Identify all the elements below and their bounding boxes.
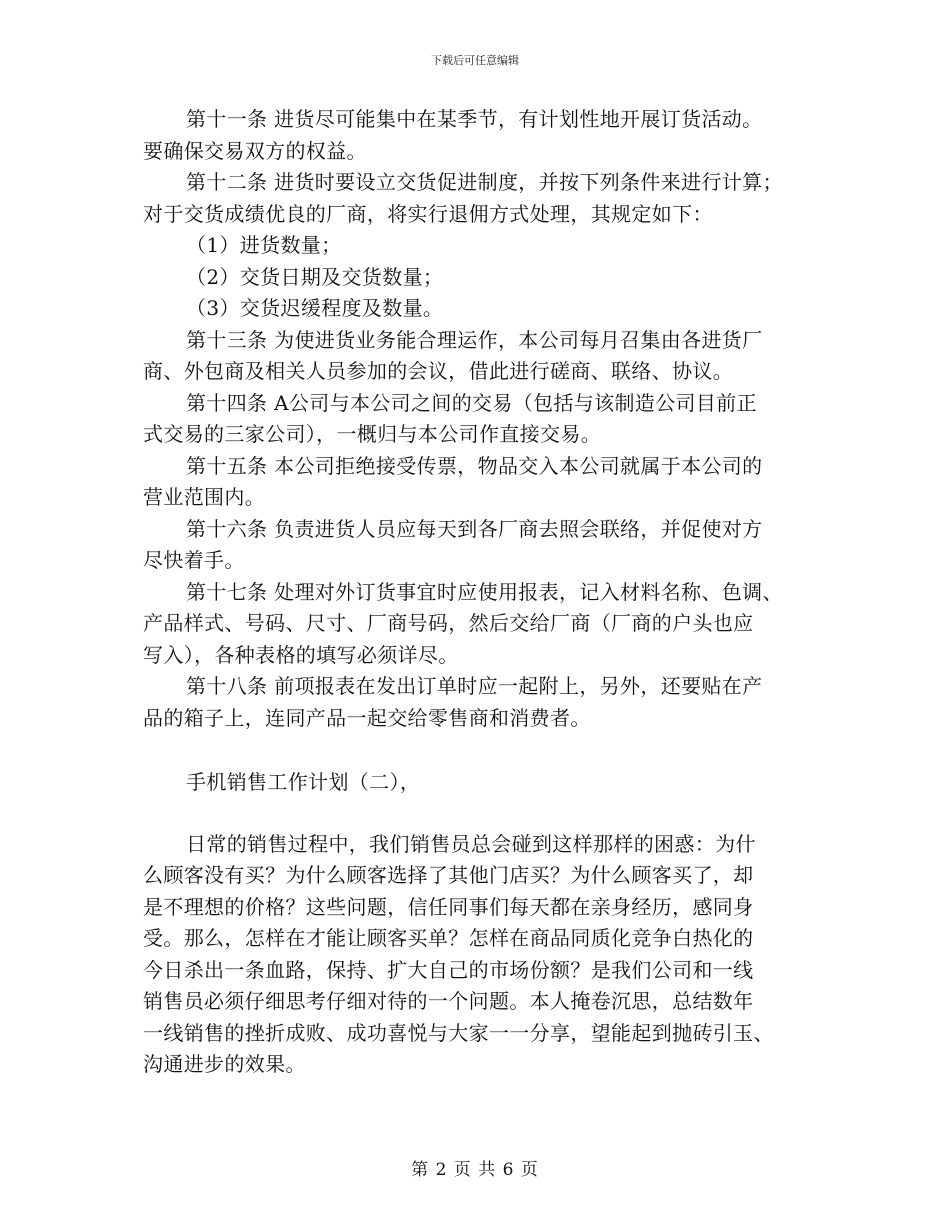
article-12-line-2: 对于交货成绩优良的厂商，将实行退佣方式处理，其规定如下： bbox=[143, 201, 713, 226]
paragraph-line-3: 是不理想的价格？这些问题，信任同事们每天都在亲身经历，感同身 bbox=[143, 894, 754, 919]
list-item-1: （1）进货数量； bbox=[186, 233, 342, 257]
list-item-2: （2）交货日期及交货数量； bbox=[186, 264, 444, 289]
article-14-line-2: 式交易的三家公司），一概归与本公司作直接交易。 bbox=[143, 422, 602, 446]
article-17-line-2: 产品样式、号码、尺寸、厂商号码，然后交给厂商（厂商的户头也应 bbox=[143, 611, 754, 635]
article-18-line-2: 品的箱子上，连同产品一起交给零售商和消费者。 bbox=[143, 705, 591, 730]
article-15-line-1: 第十五条 本公司拒绝接受传票，物品交入本公司就属于本公司的 bbox=[186, 453, 763, 478]
article-11-line-1: 第十一条 进货尽可能集中在某季节，有计划性地开展订货活动。 bbox=[186, 107, 763, 131]
article-11-line-2: 要确保交易双方的权益。 bbox=[143, 138, 367, 163]
article-13-line-1: 第十三条 为使进货业务能合理运作，本公司每月召集由各进货厂 bbox=[186, 327, 763, 352]
article-17-line-3: 写入），各种表格的填写必须详尽。 bbox=[143, 642, 459, 667]
article-16-line-2: 尽快着手。 bbox=[143, 548, 245, 572]
paragraph-line-6: 销售员必须仔细思考仔细对待的一个问题。本人掩卷沉思，总结数年 bbox=[143, 989, 754, 1013]
article-18-line-1: 第十八条 前项报表在发出订单时应一起附上，另外，还要贴在产 bbox=[186, 674, 763, 698]
section-heading: 手机销售工作计划（二）， bbox=[186, 770, 421, 794]
page-header: 下载后可任意编辑 bbox=[431, 54, 519, 67]
article-12-line-1: 第十二条 进货时要设立交货促进制度，并按下列条件来进行计算； bbox=[186, 170, 783, 194]
paragraph-line-2: 么顾客没有买？为什么顾客选择了其他门店买？为什么顾客买了，却 bbox=[143, 863, 754, 887]
article-13-line-2: 商、外包商及相关人员参加的会议，借此进行磋商、联络、协议。 bbox=[143, 359, 734, 383]
article-14-line-1: 第十四条 A公司与本公司之间的交易（包括与该制造公司目前正 bbox=[186, 390, 757, 415]
article-16-line-1: 第十六条 负责进货人员应每天到各厂商去照会联络，并促使对方 bbox=[186, 516, 763, 541]
article-15-line-2: 营业范围内。 bbox=[143, 485, 266, 509]
page-footer: 第 2 页 共 6 页 bbox=[411, 1160, 539, 1180]
paragraph-line-8: 沟通进步的效果。 bbox=[143, 1052, 306, 1076]
paragraph-line-1: 日常的销售过程中，我们销售员总会碰到这样那样的困惑：为什 bbox=[186, 831, 756, 856]
list-item-3: （3）交货迟缓程度及数量。 bbox=[186, 296, 444, 320]
article-17-line-1: 第十七条 处理对外订货事宜时应使用报表，记入材料名称、色调、 bbox=[186, 579, 783, 604]
paragraph-line-7: 一线销售的挫折成败、成功喜悦与大家一一分享，望能起到抛砖引玉、 bbox=[143, 1020, 774, 1045]
paragraph-line-5: 今日杀出一条血路，保持、扩大自己的市场份额？是我们公司和一线 bbox=[143, 957, 754, 982]
document-body bbox=[143, 104, 823, 1081]
paragraph-line-4: 受。那么，怎样在才能让顾客买单？怎样在商品同质化竞争白热化的 bbox=[143, 926, 754, 950]
